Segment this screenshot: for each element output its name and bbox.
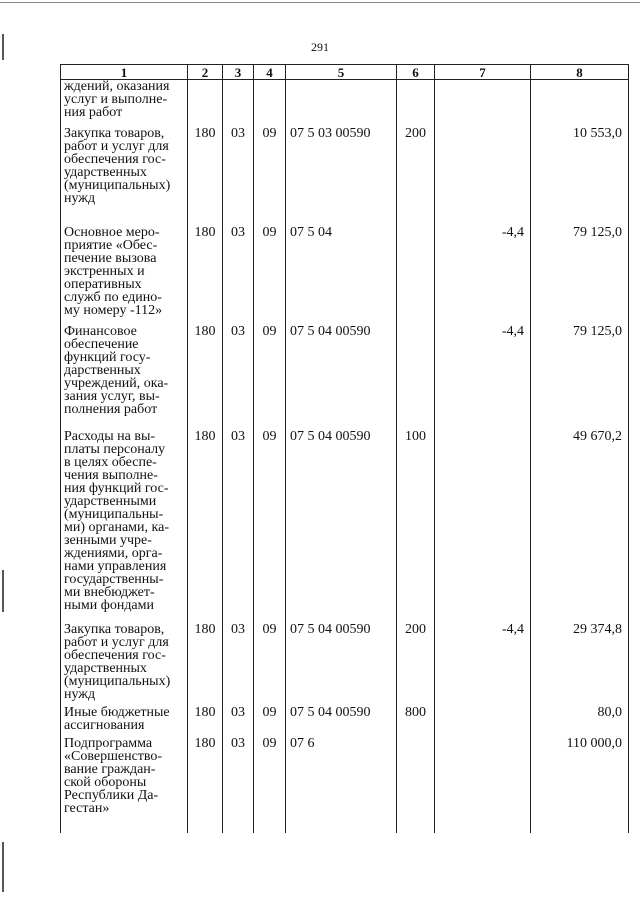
target-article-cell: 07 5 03 00590: [286, 126, 397, 225]
target-article-cell: 07 5 04 00590: [286, 705, 397, 736]
code-section-cell: 03: [223, 622, 254, 705]
total-amount-cell: 79 125,0: [531, 324, 629, 429]
target-article-cell: 07 5 04 00590: [286, 429, 397, 622]
budget-table: [60, 64, 629, 833]
total-amount-cell: 110 000,0: [531, 736, 629, 833]
total-amount-cell: 10 553,0: [531, 126, 629, 225]
column-header: 8: [531, 65, 629, 80]
table-row: [61, 126, 629, 225]
expense-type-cell: [397, 225, 435, 324]
item-name-cell: Подпрограмма «Совершенство- вание граждан- ской обороны Республики Да- гестан»: [61, 736, 188, 833]
code-subsection-cell: 09: [254, 225, 286, 324]
left-margin-mark: [2, 570, 4, 612]
code-subsection-cell: 09: [254, 736, 286, 833]
code-section-cell: 03: [223, 429, 254, 622]
target-article-cell: [286, 80, 397, 127]
item-name-cell: Расходы на вы- платы персоналу в целях обеспе- чения выполне- ния функций гос- ударственными (муниципальны- ми) органами, ка- зенными учре- ждениями, орга- нами управления государственны- ми внебюджет- ными фондами: [61, 429, 188, 622]
code-ministry-cell: 180: [188, 429, 223, 622]
item-name-cell: Закупка товаров, работ и услуг для обеспечения гос- ударственных (муниципальных) нужд: [61, 622, 188, 705]
table-row: [61, 429, 629, 622]
amendment-amount-cell: [435, 736, 531, 833]
total-amount-cell: [531, 80, 629, 127]
table-row: [61, 324, 629, 429]
code-section-cell: 03: [223, 126, 254, 225]
table-row: [61, 80, 629, 127]
expense-type-cell: 100: [397, 429, 435, 622]
code-section-cell: 03: [223, 736, 254, 833]
code-ministry-cell: [188, 80, 223, 127]
column-header: 3: [223, 65, 254, 80]
code-subsection-cell: 09: [254, 429, 286, 622]
item-name-cell: Основное меро- приятие «Обес- печение вызова экстренных и оперативных служб по едино- му номеру -112»: [61, 225, 188, 324]
expense-type-cell: [397, 324, 435, 429]
column-header: 7: [435, 65, 531, 80]
expense-type-cell: 200: [397, 126, 435, 225]
target-article-cell: 07 5 04: [286, 225, 397, 324]
total-amount-cell: 80,0: [531, 705, 629, 736]
table-header-row: [61, 65, 629, 80]
item-name-cell: ждений, оказания услуг и выполне- ния работ: [61, 80, 188, 127]
code-subsection-cell: 09: [254, 705, 286, 736]
expense-type-cell: 200: [397, 622, 435, 705]
amendment-amount-cell: [435, 429, 531, 622]
column-header: 6: [397, 65, 435, 80]
amendment-amount-cell: -4,4: [435, 225, 531, 324]
expense-type-cell: [397, 736, 435, 833]
code-ministry-cell: 180: [188, 126, 223, 225]
code-subsection-cell: 09: [254, 622, 286, 705]
table-row: [61, 225, 629, 324]
code-ministry-cell: 180: [188, 225, 223, 324]
code-ministry-cell: 180: [188, 705, 223, 736]
code-subsection-cell: [254, 80, 286, 127]
amendment-amount-cell: [435, 705, 531, 736]
amendment-amount-cell: [435, 126, 531, 225]
table-body: [61, 80, 629, 834]
target-article-cell: 07 5 04 00590: [286, 324, 397, 429]
table-row: [61, 736, 629, 833]
target-article-cell: 07 5 04 00590: [286, 622, 397, 705]
expense-type-cell: [397, 80, 435, 127]
amendment-amount-cell: -4,4: [435, 324, 531, 429]
code-ministry-cell: 180: [188, 324, 223, 429]
total-amount-cell: 79 125,0: [531, 225, 629, 324]
target-article-cell: 07 6: [286, 736, 397, 833]
left-margin-mark: [2, 842, 4, 892]
item-name-cell: Иные бюджетные ассигнования: [61, 705, 188, 736]
code-section-cell: 03: [223, 225, 254, 324]
code-subsection-cell: 09: [254, 126, 286, 225]
top-border-line: [0, 2, 640, 3]
column-header: 1: [61, 65, 188, 80]
code-ministry-cell: 180: [188, 736, 223, 833]
page-number: 291: [311, 40, 329, 54]
code-section-cell: 03: [223, 324, 254, 429]
amendment-amount-cell: -4,4: [435, 622, 531, 705]
code-ministry-cell: 180: [188, 622, 223, 705]
column-header: 4: [254, 65, 286, 80]
column-header: 2: [188, 65, 223, 80]
expense-type-cell: 800: [397, 705, 435, 736]
total-amount-cell: 49 670,2: [531, 429, 629, 622]
table-row: [61, 622, 629, 705]
item-name-cell: Закупка товаров, работ и услуг для обеспечения гос- ударственных (муниципальных) нужд: [61, 126, 188, 225]
table-row: [61, 705, 629, 736]
column-header: 5: [286, 65, 397, 80]
code-section-cell: [223, 80, 254, 127]
total-amount-cell: 29 374,8: [531, 622, 629, 705]
code-subsection-cell: 09: [254, 324, 286, 429]
item-name-cell: Финансовое обеспечение функций госу- дарственных учреждений, ока- зания услуг, вы- полнения работ: [61, 324, 188, 429]
amendment-amount-cell: [435, 80, 531, 127]
code-section-cell: 03: [223, 705, 254, 736]
